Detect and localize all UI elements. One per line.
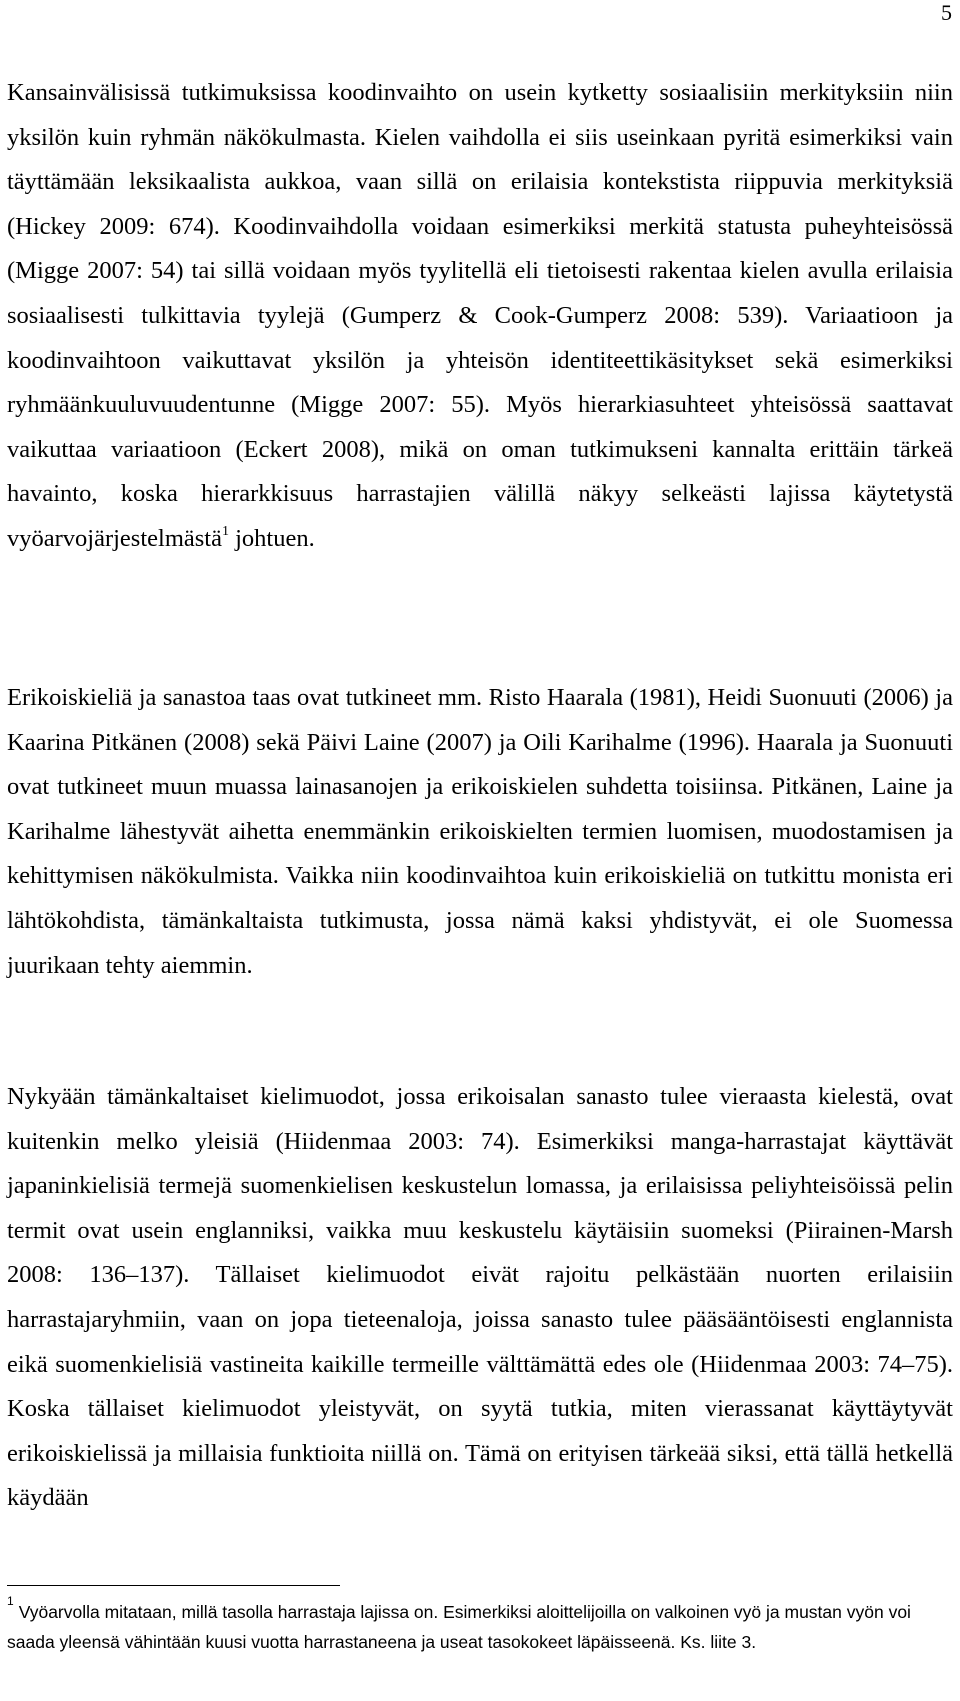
footnote-marker: 1 [7, 1594, 14, 1609]
footnote [7, 1594, 953, 1657]
paragraph-2: Erikoiskieliä ja sanastoa taas ovat tutkineet mm. Risto Haarala (1981), Heidi Suonuuti (2006) ja Kaarina Pitkänen (2008) sekä Päivi Laine (2007) ja Oili Karihalme (1996). Haarala ja Suonuuti ovat tutkineet muun muassa lainasanojen ja erikoiskielen suhdetta toisiinsa. Pitkänen, Laine ja Karihalme lähestyvät aihetta enemmänkin erikoiskielten termien luomisen, muodostamisen ja kehittymisen näkökulmista. Vaikka niin koodinvaihtoa kuin erikoiskieliä on tutkittu monista eri lähtökohdista, tämänkaltaista tutkimusta, jossa nämä kaksi yhdistyvät, ei ole Suomessa juurikaan tehty aiemmin. [7, 684, 953, 979]
paragraph-1-text: Kansainvälisissä tutkimuksissa koodinvaihto on usein kytketty sosiaalisiin merkityksiin niin yksilön kuin ryhmän näkökulmasta. Kielen vaihdolla ei siis useinkaan pyritä esimerkiksi vain täyttämään leksikaalista aukkoa, vaan sillä on erilaisia kontekstista riippuvia merkityksiä (Hickey 2009: 674). Koodinvaihdolla voidaan esimerkiksi merkitä statusta puheyhteisössä (Migge 2007: 54) tai sillä voidaan myös tyylitellä eli tietoisesti rakentaa kielen avulla erilaisia sosiaalisesti tulkittavia tyylejä (Gumperz & Cook-Gumperz 2008: 539). Variaatioon ja koodinvaihtoon vaikuttavat yksilön ja yhteisön identiteettikäsitykset sekä esimerkiksi ryhmäänkuuluvuudentunne (Migge 2007: 55). Myös hierarkiasuhteet yhteisössä saattavat vaikuttaa variaatioon (Eckert 2008), mikä on oman tutkimukseni kannalta erittäin tärkeä havainto, koska hierarkkisuus harrastajien välillä näkyy selkeästi lajissa käytetystä vyöarvojärjestelmästä [7, 79, 953, 552]
footnote-divider [7, 1585, 340, 1586]
footnote-reference[interactable]: 1 [221, 523, 229, 539]
paragraph-1 [7, 71, 953, 562]
paragraph-1-end: johtuen. [228, 524, 315, 552]
footnote-text: Vyöarvolla mitataan, millä tasolla harrastaja lajissa on. Esimerkiksi aloittelijoilla on valkoinen vyö ja mustan vyön voi saada yleensä vähintään kuusi vuotta harrastaneena ja useat tasokokeet läpäisseenä. Ks. liite 3. [7, 1602, 911, 1652]
page-number: 5 [941, 0, 952, 25]
paragraph-3: Nykyään tämänkaltaiset kielimuodot, jossa erikoisalan sanasto tulee vieraasta kielestä, ovat kuitenkin melko yleisiä (Hiidenmaa 2003: 74). Esimerkiksi manga-harrastajat käyttävät japaninkielisiä termejä suomenkielisen keskustelun lomassa, ja erilaisissa peliyhteisöissä pelin termit ovat usein englanniksi, vaikka muu keskustelu käytäisiin suomeksi (Piirainen-Marsh 2008: 136–137). Tällaiset kielimuodot eivät rajoitu pelkästään nuorten erilaisiin harrastajaryhmiin, vaan on jopa tieteenaloja, joissa sanasto tulee pääsääntöisesti englannista eikä suomenkielisiä vastineita kaikille termeille välttämättä edes ole (Hiidenmaa 2003: 74–75). Koska tällaiset kielimuodot yleistyvät, on syytä tutkia, miten vierassanat käyttäytyvät erikoiskielissä ja millaisia funktioita niillä on. Tämä on erityisen tärkeää siksi, että tällä hetkellä käydään [7, 1083, 953, 1512]
